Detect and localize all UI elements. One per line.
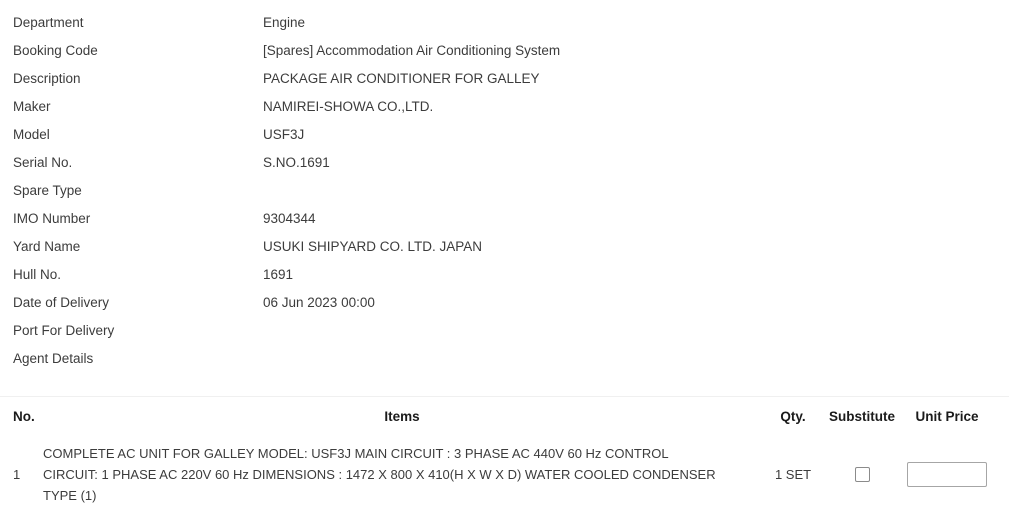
field-value: PACKAGE AIR CONDITIONER FOR GALLEY — [263, 70, 540, 86]
substitute-cell — [825, 467, 899, 482]
field-value: USF3J — [263, 126, 305, 142]
field-value: NAMIREI-SHOWA CO.,LTD. — [263, 98, 434, 114]
detail-row-description — [0, 64, 1009, 92]
field-label: Hull No. — [13, 266, 62, 282]
detail-row-hull-no — [0, 260, 1009, 288]
field-value: USUKI SHIPYARD CO. LTD. JAPAN — [263, 238, 483, 254]
field-value: 1691 — [263, 266, 294, 282]
field-label: Description — [13, 70, 81, 86]
items-table — [0, 396, 1009, 506]
detail-row-booking-code — [0, 36, 1009, 64]
field-label: Yard Name — [13, 238, 81, 254]
field-label: Model — [13, 126, 50, 142]
detail-row-imo-number — [0, 204, 1009, 232]
field-value: S.NO.1691 — [263, 154, 330, 170]
detail-row-model — [0, 120, 1009, 148]
detail-row-date-of-delivery — [0, 288, 1009, 316]
column-header-qty: Qty. — [780, 409, 806, 424]
field-label: Spare Type — [13, 182, 82, 198]
column-header-no: No. — [13, 409, 35, 424]
field-value: 9304344 — [263, 210, 316, 226]
unit-price-cell — [899, 462, 995, 487]
unit-price-input[interactable] — [907, 462, 987, 487]
detail-row-yard-name — [0, 232, 1009, 260]
field-value: [Spares] Accommodation Air Conditioning System — [263, 42, 561, 58]
field-label: Port For Delivery — [13, 322, 115, 338]
item-number: 1 — [13, 467, 21, 482]
field-label: Agent Details — [13, 350, 94, 366]
column-header-substitute: Substitute — [829, 409, 895, 424]
items-table-header — [0, 397, 1009, 429]
detail-row-spare-type — [0, 176, 1009, 204]
field-label: Maker — [13, 98, 51, 114]
field-value: Engine — [263, 14, 306, 30]
item-description: COMPLETE AC UNIT FOR GALLEY MODEL: USF3J MAIN CIRCUIT : 3 PHASE AC 440V 60 Hz CONTROL CIRCUIT: 1 PHASE AC 220V 60 Hz DIMENSIONS : 1472 X 800 X 410(H X W X D) WATER COOLED CONDENSER TYPE (1) — [43, 446, 716, 503]
item-qty: 1 SET — [774, 467, 812, 482]
field-label: IMO Number — [13, 210, 91, 226]
detail-row-port-for-delivery — [0, 316, 1009, 344]
field-label: Date of Delivery — [13, 294, 110, 310]
field-label: Booking Code — [13, 42, 98, 58]
column-header-items: Items — [384, 409, 420, 424]
column-header-unit-price: Unit Price — [915, 409, 979, 424]
table-row — [0, 429, 1009, 506]
detail-row-agent-details — [0, 344, 1009, 372]
detail-row-maker — [0, 92, 1009, 120]
field-label: Serial No. — [13, 154, 73, 170]
detail-row-serial-no — [0, 148, 1009, 176]
detail-row-department — [0, 8, 1009, 36]
field-value: 06 Jun 2023 00:00 — [263, 294, 375, 310]
substitute-checkbox[interactable] — [855, 467, 870, 482]
field-label: Department — [13, 14, 84, 30]
